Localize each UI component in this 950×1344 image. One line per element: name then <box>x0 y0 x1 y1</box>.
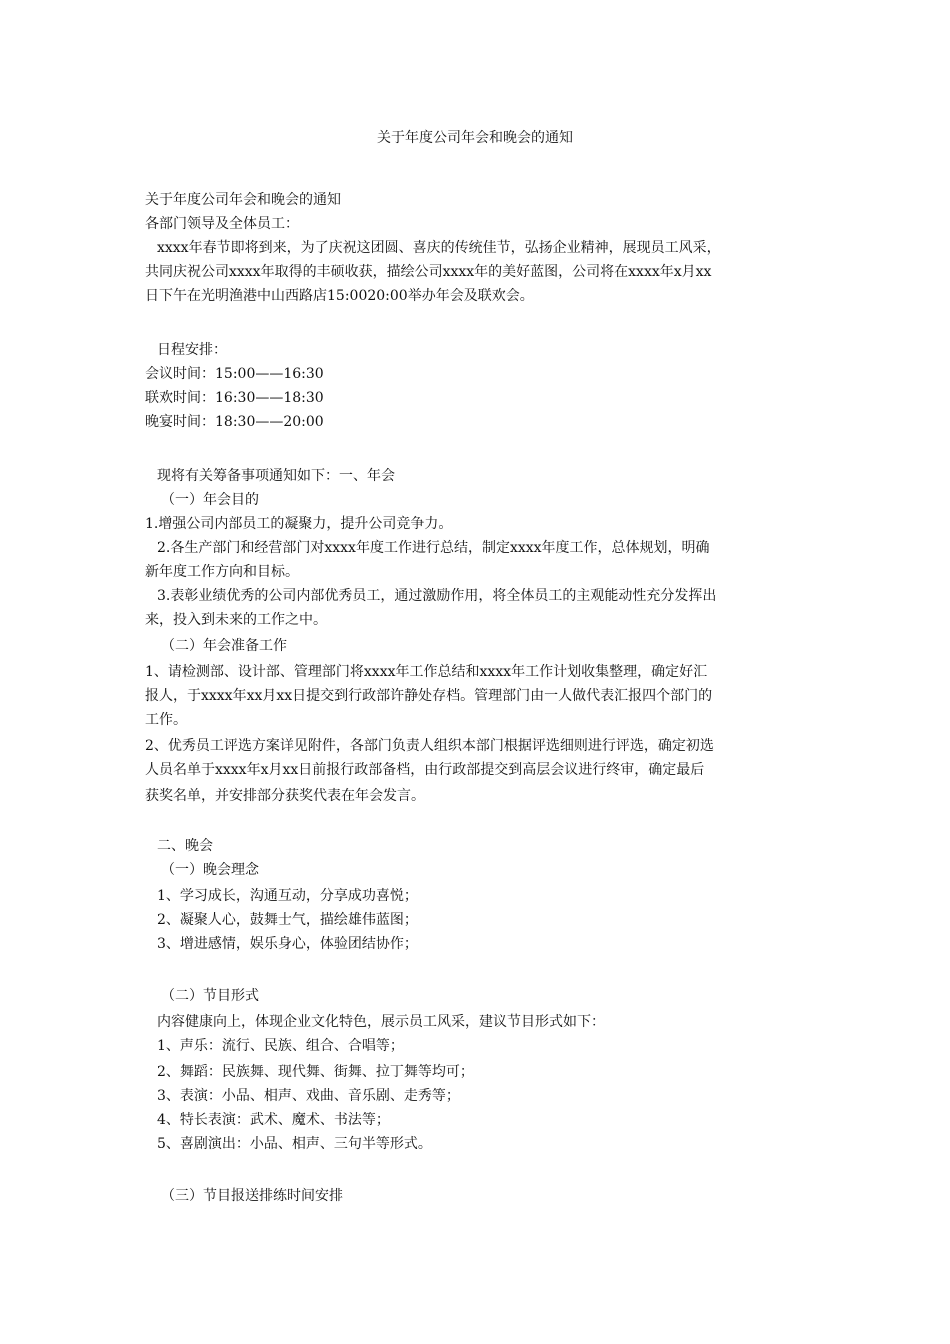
body-line: 2、优秀员工评选方案详见附件，各部门负责人组织本部门根据评选细则进行评选，确定初选 <box>145 738 714 754</box>
body-line: 共同庆祝公司xxxx年取得的丰硕收获，描绘公司xxxx年的美好蓝图，公司将在xxxx年x月xx <box>145 264 712 280</box>
body-line: （二）节目形式 <box>161 988 259 1004</box>
body-line: 2、舞蹈：民族舞、现代舞、街舞、拉丁舞等均可； <box>157 1064 474 1080</box>
body-line: 报人，于xxxx年xx月xx日提交到行政部许静处存档。管理部门由一人做代表汇报四个部门的 <box>145 688 713 704</box>
body-line: 关于年度公司年会和晚会的通知 <box>145 192 341 208</box>
body-line: 5、喜剧演出：小品、相声、三句半等形式。 <box>157 1136 432 1152</box>
body-line: 联欢时间：16:30——18:30 <box>145 390 324 406</box>
body-line: 二、晚会 <box>157 838 213 854</box>
body-line: 1.增强公司内部员工的凝聚力，提升公司竞争力。 <box>145 516 453 532</box>
body-line: 内容健康向上，体现企业文化特色，展示员工风采，建议节目形式如下： <box>157 1014 605 1030</box>
body-line: 来，投入到未来的工作之中。 <box>145 612 327 628</box>
body-line: 现将有关筹备事项通知如下：一、年会 <box>157 468 395 484</box>
body-line: 3.表彰业绩优秀的公司内部优秀员工，通过激励作用，将全体员工的主观能动性充分发挥出 <box>157 588 717 604</box>
body-line: 晚宴时间：18:30——20:00 <box>145 414 324 430</box>
body-line: 各部门领导及全体员工： <box>145 216 299 232</box>
body-line: 3、增进感情，娱乐身心，体验团结协作； <box>157 936 418 952</box>
body-line: 2、凝聚人心，鼓舞士气，描绘雄伟蓝图； <box>157 912 418 928</box>
body-line: （二）年会准备工作 <box>161 638 287 654</box>
body-line: 会议时间：15:00——16:30 <box>145 366 324 382</box>
body-line: 3、表演：小品、相声、戏曲、音乐剧、走秀等； <box>157 1088 460 1104</box>
body-line: 1、请检测部、设计部、管理部门将xxxx年工作总结和xxxx年工作计划收集整理，确定好汇 <box>145 664 708 680</box>
document-title: 关于年度公司年会和晚会的通知 <box>377 130 573 146</box>
body-line: 新年度工作方向和目标。 <box>145 564 299 580</box>
body-line: 4、特长表演：武术、魔术、书法等； <box>157 1112 390 1128</box>
body-line: 日下午在光明渔港中山西路店15:0020:00举办年会及联欢会。 <box>145 288 534 304</box>
body-line: 1、学习成长，沟通互动，分享成功喜悦； <box>157 888 418 904</box>
body-line: （一）年会目的 <box>161 492 259 508</box>
body-line: 工作。 <box>145 712 187 728</box>
body-line: 2.各生产部门和经营部门对xxxx年度工作进行总结，制定xxxx年度工作，总体规划，明确 <box>157 540 710 556</box>
body-line: 日程安排： <box>157 342 227 358</box>
body-line: 人员名单于xxxx年x月xx日前报行政部备档，由行政部提交到高层会议进行终审，确定最后 <box>145 762 705 778</box>
body-line: （一）晚会理念 <box>161 862 259 878</box>
body-line: （三）节目报送排练时间安排 <box>161 1188 343 1204</box>
body-line: xxxx年春节即将到来，为了庆祝这团圆、喜庆的传统佳节，弘扬企业精神，展现员工风采， <box>157 240 721 256</box>
body-line: 1、声乐：流行、民族、组合、合唱等； <box>157 1038 404 1054</box>
body-line: 获奖名单，并安排部分获奖代表在年会发言。 <box>145 788 425 804</box>
